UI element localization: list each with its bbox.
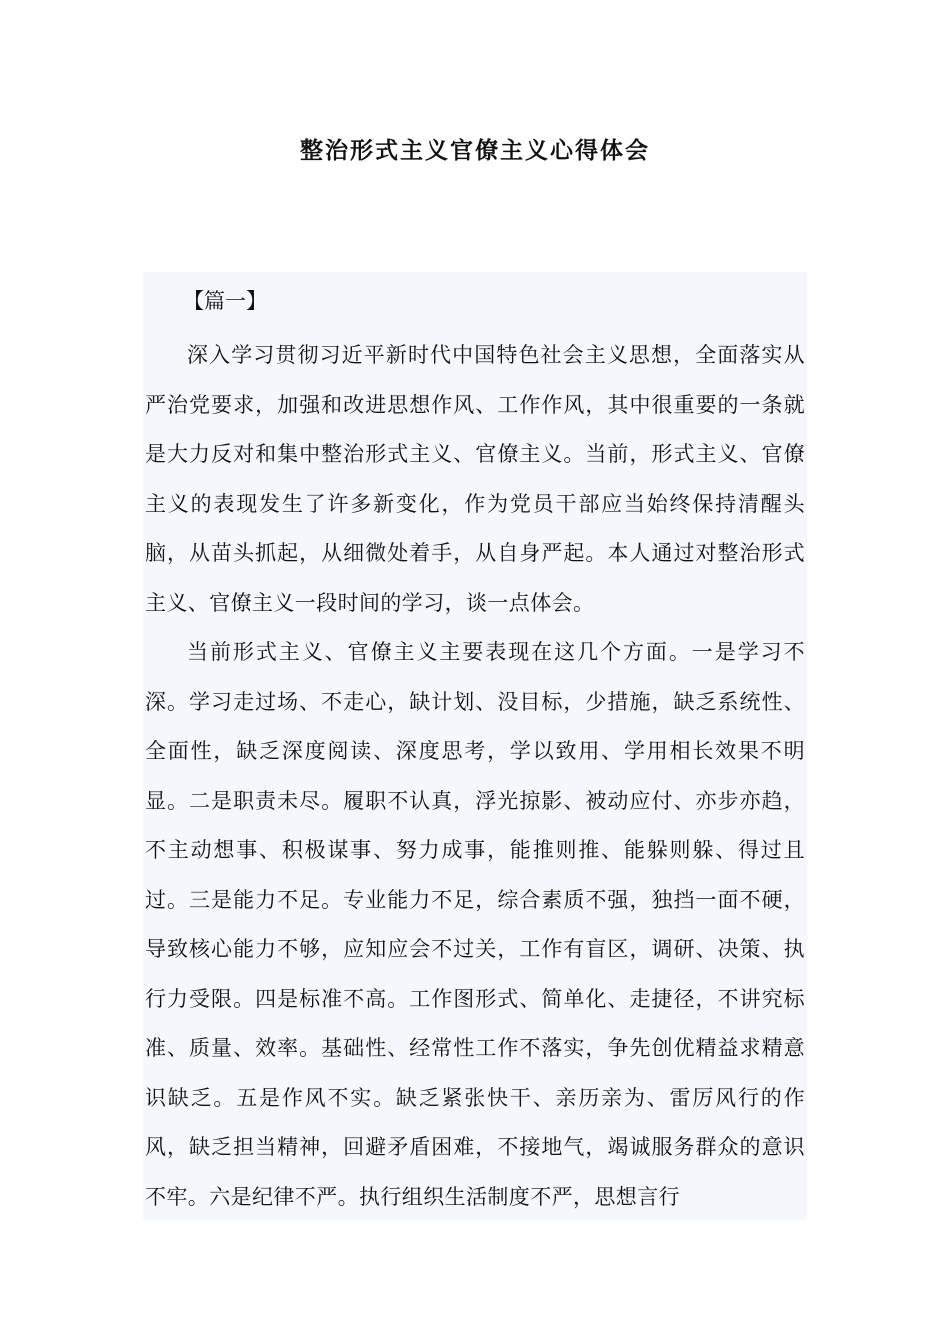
paragraph-2: 当前形式主义、官僚主义主要表现在这几个方面。一是学习不深。学习走过场、不走心，缺计划、没目标，少措施，缺乏系统性、全面性，缺乏深度阅读、深度思考，学以致用、学用相长效果不明显。二是职责未尽。履职不认真，浮光掠影、被动应付、亦步亦趋，不主动想事、积极谋事、努力成事，能推则推、能躲则躲、得过且过。三是能力不足。专业能力不足，综合素质不强，独挡一面不硬，导致核心能力不够，应知应会不过关，工作有盲区，调研、决策、执行力受限。四是标准不高。工作图形式、简单化、走捷径，不讲究标准、质量、效率。基础性、经常性工作不落实，争先创优精益求精意识缺乏。五是作风不实。缺乏紧张快干、亲历亲为、雷厉风行的作风，缺乏担当精神，回避矛盾困难，不接地气，竭诚服务群众的意识不牢。六是纪律不严。执行组织生活制度不严，思想言行 (145, 640, 805, 1209)
paragraph-1: 深入学习贯彻习近平新时代中国特色社会主义思想，全面落实从严治党要求，加强和改进思想作风、工作作风，其中很重要的一条就是大力反对和集中整治形式主义、官僚主义。当前，形式主义、官僚主义的表现发生了许多新变化，作为党员干部应当始终保持清醒头脑，从苗头抓起，从细微处着手，从自身严起。本人通过对整治形式主义、官僚主义一段时间的学习，谈一点体会。 (145, 343, 805, 615)
document-title: 整治形式主义官僚主义心得体会 (300, 137, 650, 164)
paragraph-list (145, 331, 805, 1222)
document-body (143, 272, 807, 1220)
section-heading: 【篇一】 (183, 289, 267, 313)
